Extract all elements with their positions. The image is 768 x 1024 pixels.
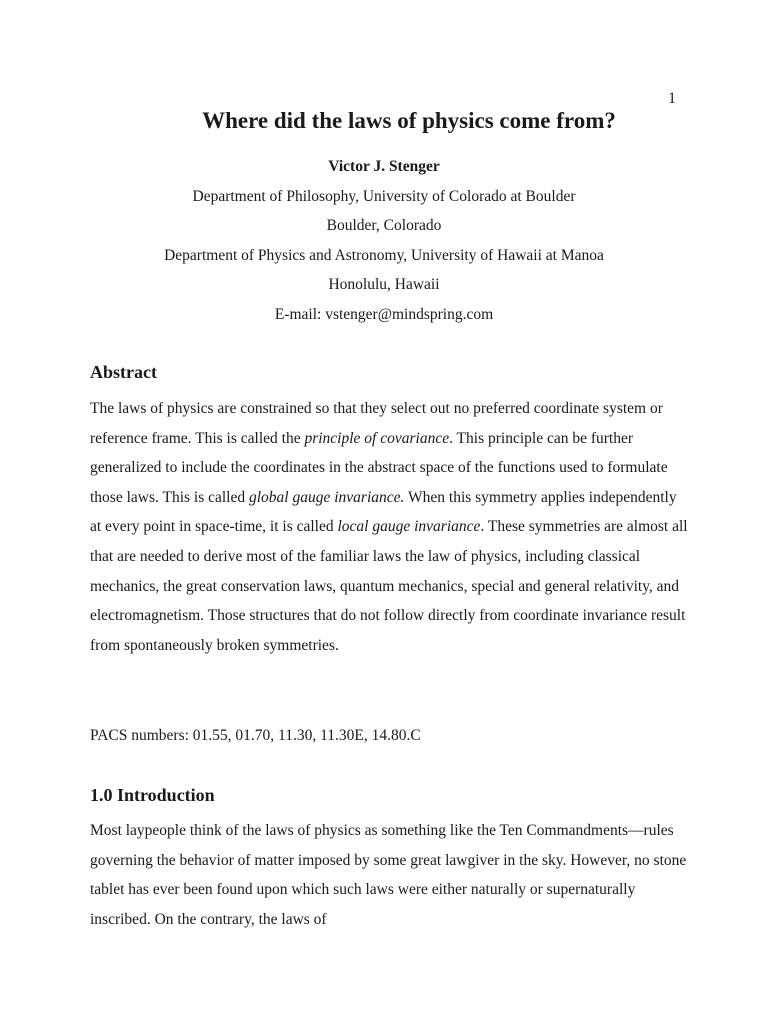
- introduction-heading: 1.0 Introduction: [90, 785, 215, 805]
- page-number: 1: [668, 90, 676, 107]
- abstract-text-2: . This principle can be further generalized to include the coordinates in the abstract space of the functions used to formulate those laws. This is called: [90, 429, 668, 506]
- pacs-numbers: PACS numbers: 01.55, 01.70, 11.30, 11.30E, 14.80.C: [90, 727, 421, 744]
- author-block: [0, 152, 768, 329]
- abstract-term-global-gauge: global gauge invariance.: [249, 488, 405, 506]
- abstract-text-3: When this symmetry applies independently at every point in space-time, it is called: [90, 488, 677, 536]
- introduction-paragraph: Most laypeople think of the laws of physics as something like the Ten Commandments—rules governing the behavior of matter imposed by some great lawgiver in the sky. However, no stone tablet has ever been found upon which such laws were either naturally or supernaturally inscribed. On the contrary, the laws of: [90, 822, 687, 928]
- author-name: Victor J. Stenger: [328, 158, 440, 175]
- affiliation-1: Department of Philosophy, University of Colorado at Boulder: [192, 187, 576, 205]
- affiliation-2: Department of Physics and Astronomy, University of Hawaii at Manoa: [164, 246, 604, 264]
- paper-title: Where did the laws of physics come from?: [202, 108, 616, 133]
- location-2: Honolulu, Hawaii: [328, 276, 440, 293]
- abstract-paragraph: [90, 394, 690, 660]
- abstract-term-local-gauge: local gauge invariance: [337, 518, 481, 536]
- abstract-heading: Abstract: [90, 362, 157, 382]
- location-1: Boulder, Colorado: [326, 217, 442, 234]
- abstract-term-covariance: principle of covariance: [304, 429, 450, 447]
- abstract-text-4: . These symmetries are almost all that are needed to derive most of the familiar laws the law of physics, including classical mechanics, the great conservation laws, quantum mechanics, special and general relativity, and electromagnetism. Those structures that do not follow directly from coordinate invariance result from spontaneously broken symmetries.: [90, 518, 688, 654]
- author-email: E-mail: vstenger@mindspring.com: [274, 305, 494, 323]
- abstract-text-1: The laws of physics are constrained so that they select out no preferred coordinate system or reference frame. This is called the: [90, 400, 663, 447]
